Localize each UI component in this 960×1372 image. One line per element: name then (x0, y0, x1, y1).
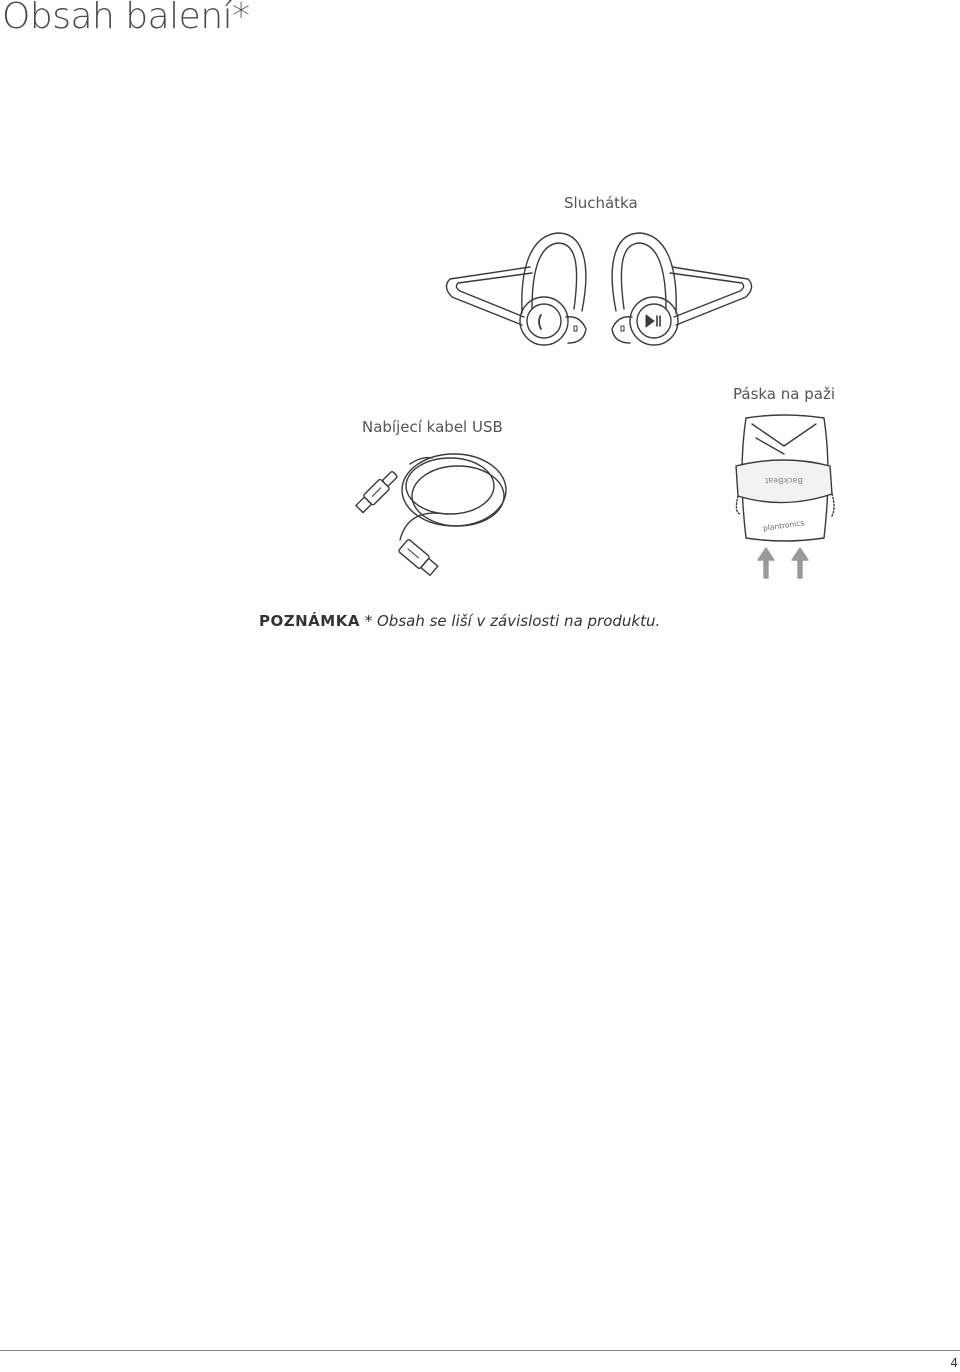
note-label: POZNÁMKA (259, 612, 360, 630)
headphones-caption: Sluchátka (564, 194, 638, 212)
headphones-icon (440, 225, 760, 355)
usb-cable-icon (350, 442, 520, 582)
note (259, 612, 660, 630)
armband-caption: Páska na paži (733, 385, 835, 403)
note-text: * Obsah se liší v závislosti na produktu. (364, 612, 661, 630)
usb-cable-caption: Nabíjecí kabel USB (362, 418, 503, 436)
page-number: 4 (950, 1356, 958, 1370)
armband-brand-plantronics: plantronics (762, 518, 805, 533)
armband-icon (728, 410, 840, 582)
footer-divider (0, 1350, 960, 1351)
page-title: Obsah balení* (2, 0, 250, 37)
armband-brand-backbeat: BackBeat (765, 476, 803, 485)
